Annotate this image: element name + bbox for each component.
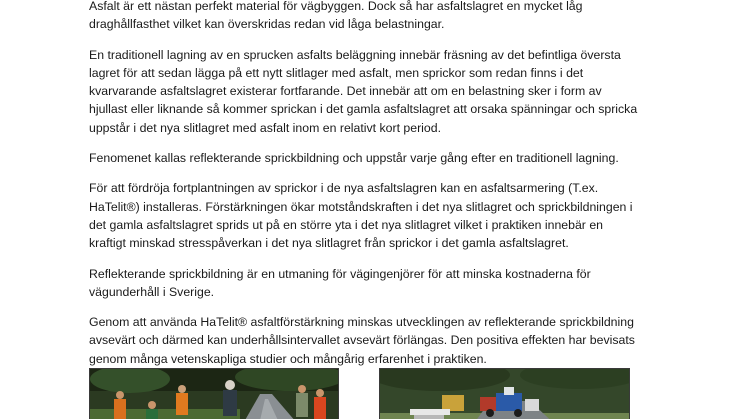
text-line: kraftigt minskad stresspåverkan i det nya slitlagret från sprickor i det gamla asfaltslagret. <box>89 236 569 251</box>
road-machinery-photo <box>379 368 630 419</box>
paragraph-reinforcement <box>89 179 664 252</box>
text-line: lagret för att sedan lägga på ett nytt slitlager med asfalt, men sprickor som redan finns i det <box>89 65 584 80</box>
text-line: För att fördröja fortplantningen av sprickor i de nya asfaltslagren kan en asfaltsarmering (T.ex. <box>89 181 599 196</box>
text-line: Reflekterande sprickbildning är en utmaning för vägingenjörer för att minska kostnaderna för <box>89 266 591 281</box>
text-line: Asfalt är ett nästan perfekt material för vägbyggen. Dock så har asfaltslagret en mycket låg <box>89 0 583 13</box>
text-line: HaTelit®) installeras. Förstärkningen ökar motståndskraften i det nya slitlagret och sprickbildningen i <box>89 199 633 214</box>
road-workers-photo-icon <box>90 369 338 419</box>
paragraph-phenomenon <box>89 149 664 167</box>
text-line: vägunderhåll i Sverige. <box>89 284 215 299</box>
text-line: uppstår i det nya slitlagret med asfalt inom en relativt kort period. <box>89 120 441 135</box>
text-line: hjullast eller liknande så kommer sprickan i det gamla asfaltslagret att orsaka spänningar och spricka <box>89 102 638 117</box>
text-line: kvarvarande asfaltslagret existerar fortfarande. Det innebär att om en belastning sker i form av <box>89 84 602 99</box>
text-line: En traditionell lagning av en sprucken asfalts beläggning innebär fräsning av det befintliga översta <box>89 47 621 62</box>
body-text <box>89 0 664 380</box>
road-machinery-photo-icon <box>380 369 629 419</box>
text-line: Fenomenet kallas reflekterande sprickbildning och uppstår varje gång efter en traditionell lagning. <box>89 151 619 166</box>
road-workers-photo <box>89 368 339 419</box>
text-line: draghållfasthet vilket kan överskridas redan vid låga belastningar. <box>89 17 445 32</box>
text-line: genom många vetenskapliga studier och mångårig erfarenhet i praktiken. <box>89 351 487 366</box>
text-line: avsevärt och därmed kan underhållsintervallet avsevärt förlängas. Den positiva effekten har bevisats <box>89 333 635 348</box>
paragraph-asphalt-intro <box>89 0 664 34</box>
text-line: Genom att använda HaTelit® asfaltförstärkning minskas utvecklingen av reflekterande sprickbildning <box>89 315 634 330</box>
paragraph-traditional-repair <box>89 46 664 137</box>
paragraph-challenge <box>89 265 664 302</box>
paragraph-hatelit-benefit <box>89 313 664 368</box>
text-line: det gamla asfaltslagret sprids ut på en större yta i det nya slitlagret vilket i praktiken innebär en <box>89 217 604 232</box>
